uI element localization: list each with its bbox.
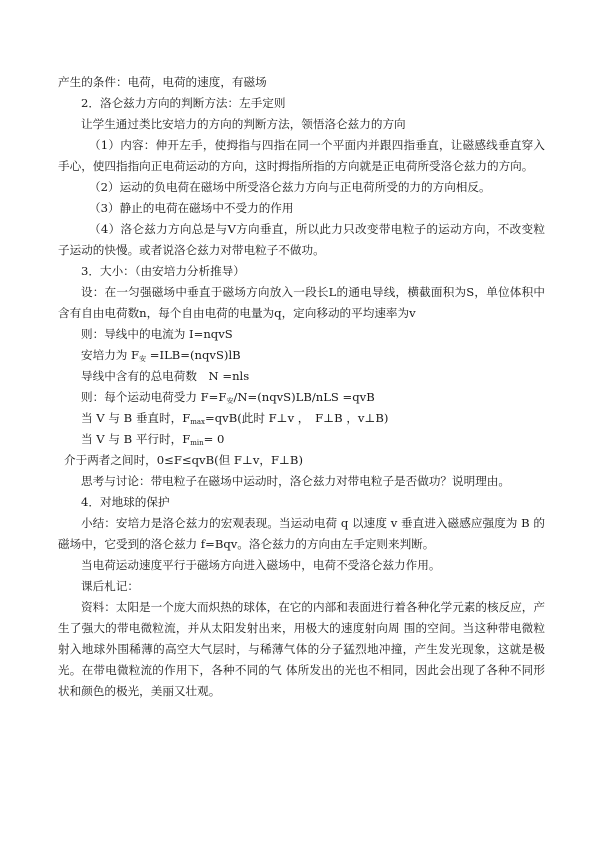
heading-magnitude: 3．大小：（由安培力分析推导） bbox=[81, 264, 245, 278]
heading-notes: 课后札记： bbox=[81, 579, 139, 593]
heading-earth-protection: 4．对地球的保护 bbox=[81, 495, 170, 509]
paragraph-discussion: 思考与讨论：带电粒子在磁场中运动时，洛仑兹力对带电粒子是否做功？说明理由。 bbox=[81, 474, 510, 488]
paragraph-rule-content: （1）内容：伸开左手，使拇指与四指在同一个平面内并跟四指垂直，让磁感线垂直穿入手心，使四指指向正电荷运动的方向，这时拇指所指的方向就是正电荷所受洛仑兹力的方向。 bbox=[58, 138, 545, 173]
paragraph-parallel-motion: 当电荷运动速度平行于磁场方向进入磁场中，电荷不受洛仑兹力作用。 bbox=[81, 558, 441, 572]
formula-ampere-force: 安培力为 $F_安$ =ILB=(nqvS)lB bbox=[81, 348, 241, 363]
paragraph-analogy: 让学生通过类比安培力的方向的判断方法，领悟洛仑兹力的方向 bbox=[81, 117, 406, 131]
formula-parallel: 当 V 与 B 平行时，$F_{min}= 0$ bbox=[81, 432, 225, 447]
paragraph-static-charge: （3）静止的电荷在磁场中不受力的作用 bbox=[89, 201, 294, 215]
document-body bbox=[58, 72, 545, 702]
formula-total-charge: 导线中含有的总电荷数 N =nls bbox=[81, 369, 250, 383]
paragraph-summary: 小结：安培力是洛仑兹力的宏观表现。当运动电荷 q 以速度 v 垂直进入磁感应强度为 B 的磁场中，它受到的洛仑兹力 f=Bqv。洛仑兹力的方向由左手定则来判断。 bbox=[58, 516, 545, 551]
formula-between: 介于两者之间时，0≤F≤qvB(但 F⊥v，F⊥B) bbox=[64, 453, 303, 467]
formula-current: 则：导线中的电流为 I=nqvS bbox=[81, 327, 233, 341]
paragraph-perpendicular: （4）洛仑兹力方向总是与V方向垂直，所以此力只改变带电粒子的运动方向，不改变粒子运动的快慢。或者说洛仑兹力对带电粒子不做功。 bbox=[58, 222, 545, 257]
paragraph-setup: 设：在一匀强磁场中垂直于磁场方向放入一段长L的通电导线，横截面积为S，单位体积中含有自由电荷数n，每个自由电荷的电量为q，定向移动的平均速率为v bbox=[58, 285, 545, 320]
heading-direction-rule: 2．洛仑兹力方向的判断方法：左手定则 bbox=[81, 96, 286, 110]
paragraph-negative-charge: （2）运动的负电荷在磁场中所受洛仑兹力方向与正电荷所受的力的方向相反。 bbox=[89, 180, 491, 194]
formula-each-charge: 则：每个运动电荷受力 $F=F_安/N=(nqvS)LB$/nLS =qvB bbox=[81, 390, 375, 405]
paragraph-aurora: 资料：太阳是一个庞大而炽热的球体，在它的内部和表面进行着各种化学元素的核反应，产生了强大的带电微粒流，并从太阳发射出来，用极大的速度射向周 围的空间。当这种带电微粒射入地球外围稀薄的高空大气层时，与稀薄气体的分子猛烈地冲撞，产生发光现象，这就是极光。在带电微粒流的作用下，各种不同的气 体所发出的光也不相同，因此会出现了各种不同形状和颜色的极光，美丽又壮观。 bbox=[58, 600, 545, 698]
formula-perpendicular: 当 V 与 B 垂直时，$F_{max}=qvB$(此时 F⊥v ， F⊥B ，v⊥B) bbox=[81, 411, 389, 426]
paragraph-condition: 产生的条件：电荷，电荷的速度，有磁场 bbox=[58, 75, 267, 89]
